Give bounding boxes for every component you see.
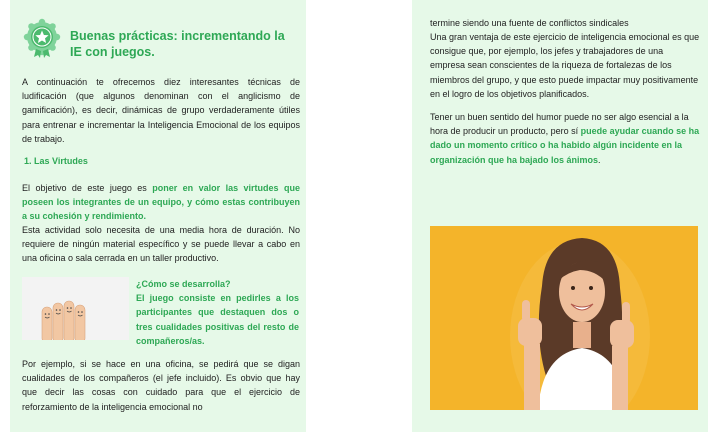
how-question: ¿Cómo se desarrolla? <box>136 279 231 289</box>
objective-prefix: El objetivo de este juego es <box>22 183 153 193</box>
woman-thumbs-up-photo <box>430 226 698 410</box>
left-page <box>10 0 306 432</box>
humor-paragraph <box>430 110 700 167</box>
advantage-paragraph: Una gran ventaja de este ejercicio de inteligencia emocional es que consigue que, por ejemplo, los jefes y trabajadores de una empresa sean conscientes de la riqueza de fortalezas de los miembros del grupo, y que esto puede impactar muy positivamente en el logro de los objetivos planificados. <box>430 32 700 99</box>
humor-suffix: . <box>598 154 601 165</box>
continuation-text: termine siendo una fuente de conflictos sindicales <box>430 18 629 28</box>
fingers-faces-photo <box>22 277 129 340</box>
section-title: 1. Las Virtudes <box>24 156 88 166</box>
star-badge-icon <box>22 18 62 58</box>
intro-paragraph: A continuación te ofrecemos diez interesantes técnicas de ludificación (que algunos denominan con el anglicismo de gamificación), es decir, dinámicas de grupo verdaderamente útiles para entrenar e incrementar la Inteligencia Emocional de los equipos de trabajo. <box>22 77 300 144</box>
page-title: Buenas prácticas: incrementando la IE con juegos. <box>70 29 285 59</box>
how-answer: El juego consiste en pedirles a los participantes que destaquen dos o tres cualidades positivas del resto de compañeros/as. <box>136 293 299 346</box>
humor-prefix: Tener un buen sentido del humor puede no ser algo esencial a la hora de producir un producto, pero sí <box>430 112 689 137</box>
objective-paragraph <box>22 181 300 224</box>
woman-illustration <box>430 226 698 410</box>
duration-paragraph: Esta actividad solo necesita de una media hora de duración. No requiere de ningún material específico y se puede llevar a cabo en una oficina o sala cerrada en un taller productivo. <box>22 225 300 264</box>
objective-highlight: poner en valor las virtudes que poseen los integrantes de un equipo, y cómo estas contribuyen a su cohesión y rendimiento. <box>22 183 300 222</box>
humor-highlight: puede ayudar cuando se ha dado un momento crítico o ha habido algún incidente en la organización que ha bajado los ánimos <box>430 126 700 165</box>
example-paragraph: Por ejemplo, si se hace en una oficina, se pedirá que se digan cualidades de los compañeros (el jefe incluido). Es obvio que hay que decir las cosas con cuidado para que el ejercicio de reforzamiento de la inteligencia emocional no <box>22 359 300 412</box>
fingers-illustration <box>22 277 129 340</box>
how-it-works <box>136 277 299 348</box>
right-page <box>412 0 708 432</box>
